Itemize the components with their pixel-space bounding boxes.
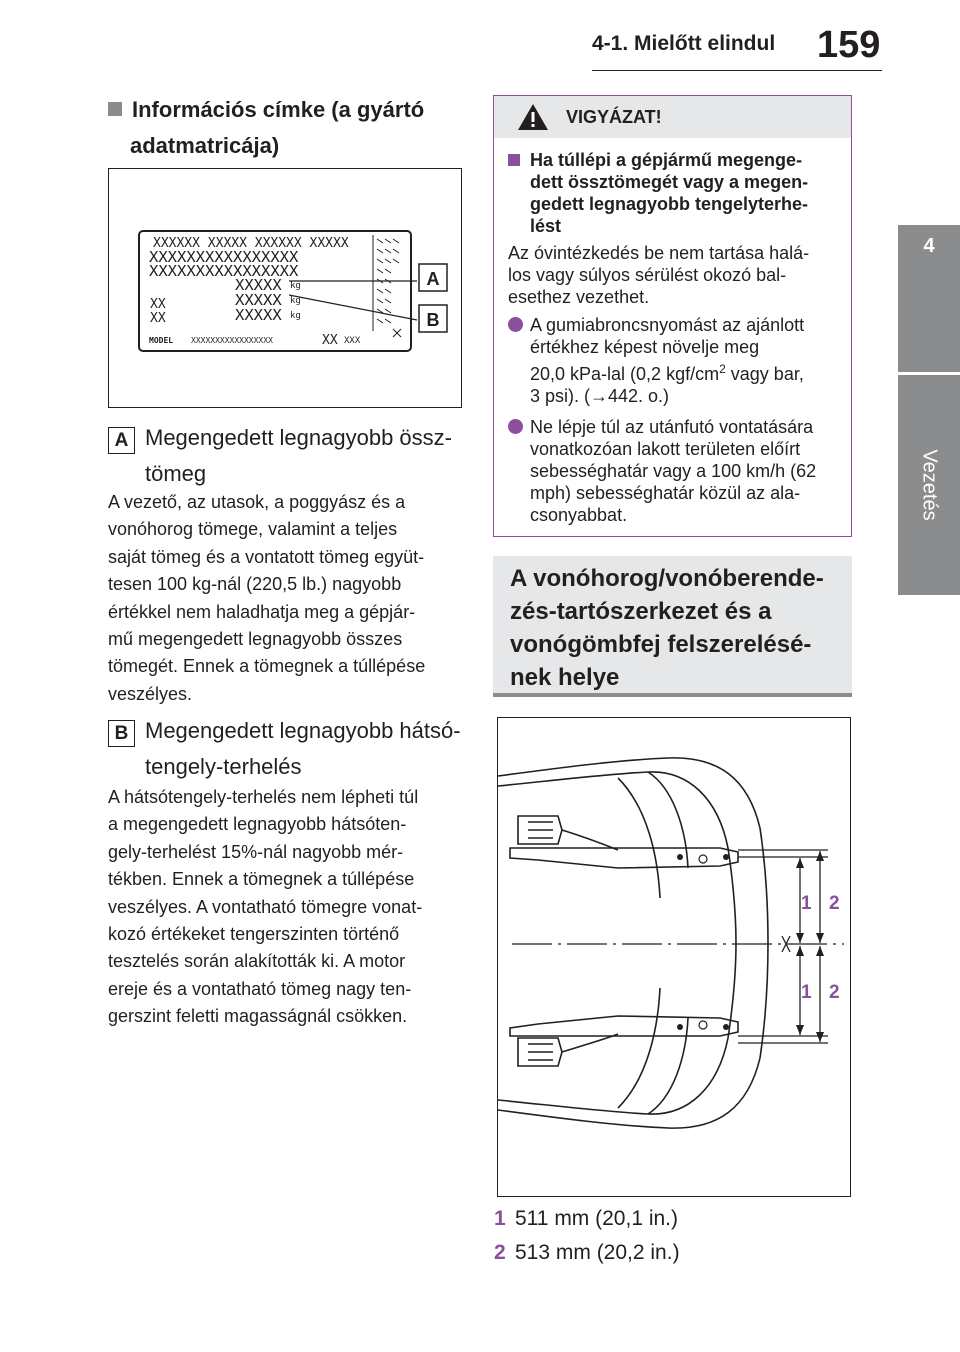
square-bullet-icon [108, 102, 122, 116]
section-heading-line: nek helye [510, 664, 620, 691]
section-heading-underline [493, 693, 852, 697]
dimension-marker-2-upper: 2 [829, 893, 840, 914]
warning-bullet-line: A gumiabroncsnyomást az ajánlott [530, 315, 805, 335]
label-kg-1: kg [290, 281, 301, 291]
item-b-text-line: gely-terhelést 15%-nál nagyobb mér- [108, 841, 404, 862]
label-kg-row-3: XXXXX [235, 306, 282, 324]
warning-title: VIGYÁZAT! [566, 107, 662, 127]
heading-line-1: Információs címke (a gyártó [132, 97, 425, 122]
dimension-marker-2-lower: 2 [829, 982, 840, 1003]
item-b-text-line: tékben. Ennek a tömegnek a túllépése [108, 869, 415, 890]
warning-paragraph [508, 242, 843, 308]
warning-box [493, 95, 852, 537]
item-b-text-line: kozó értékeket tengerszinten történő [108, 924, 400, 945]
label-kg-3: kg [290, 311, 301, 321]
label-left-xx-1: XX [150, 297, 166, 312]
legend-text: 513 mm (20,2 in.) [515, 1241, 680, 1264]
dimension-marker-1-upper: 1 [801, 893, 812, 914]
chapter-title: Vezetés [918, 449, 941, 521]
warning-paragraph-line: Az óvintézkedés be nem tartása halá- [508, 243, 810, 263]
item-a-text-line: tesen 100 kg-nál (220,5 lb.) nagyobb [108, 574, 402, 595]
section-heading-line: A vonóhorog/vonóberende- [510, 565, 824, 592]
warning-bullet-line: csonyabbat. [530, 505, 628, 525]
item-a-text-line: tömegét. Ennek a tömegnek a túllépése [108, 656, 426, 677]
section-heading [510, 562, 845, 694]
warning-subheading-line: Ha túllépi a gépjármű megenge- [530, 150, 803, 170]
item-a-title-line-1: Megengedett legnagyobb össz- [145, 425, 452, 450]
chapter-number: 4 [923, 235, 935, 257]
info-label-figure [108, 168, 462, 408]
callout-b: B [426, 310, 440, 330]
item-b-text [108, 784, 465, 1031]
item-a-text-line: mű megengedett legnagyobb összes [108, 629, 403, 650]
heading-line-2: adatmatricája) [130, 133, 280, 158]
warning-bullet-line: Ne lépje túl az utánfutó vontatására [530, 417, 814, 437]
warning-paragraph-line: los vagy súlyos sérülést okozó bal- [508, 265, 787, 285]
chapter-tab-number [898, 225, 960, 372]
label-row-1: XXXXXX XXXXX XXXXXX XXXXX [153, 236, 349, 251]
section-header-title: 4-1. Mielőtt elindul [592, 32, 776, 55]
item-a-title-line-2: tömeg [145, 461, 207, 486]
legend-text: 511 mm (20,1 in.) [515, 1207, 679, 1230]
item-b-text-line: a megengedett legnagyobb hátsóten- [108, 814, 407, 835]
item-b-title-line-1: Megengedett legnagyobb hátsó- [145, 718, 461, 743]
warning-bullet-line-pressure: 20,0 kPa-lal (0,2 kgf/$cm^2$ vagy bar, [530, 362, 804, 384]
label-model-xxx: XXX [344, 336, 361, 346]
item-b-text-line: veszélyes. A vontatható tömegre vonat- [108, 896, 423, 917]
label-kg-2: kg [290, 296, 301, 306]
item-a-text [108, 489, 465, 708]
item-b-title-line-2: tengely-terhelés [145, 754, 302, 779]
warning-bullet-line: értékhez képest növelje meg [530, 337, 760, 357]
superscript-2: 2 [719, 362, 726, 376]
legend-number: 2 [494, 1241, 506, 1264]
header-rule [592, 70, 882, 71]
item-a-text-line: A vezető, az utasok, a poggyász és a [108, 492, 406, 512]
warning-header [494, 96, 851, 138]
subsection-heading [108, 92, 453, 164]
item-b-text-line: gerszint feletti magasságnál csökken. [108, 1006, 408, 1027]
tow-hitch-figure [497, 717, 851, 1197]
warning-bullet-line: sebességhatár vagy a 100 km/h (62 [530, 461, 817, 481]
legend-number: 1 [494, 1207, 506, 1230]
warning-bullet-line-ref[interactable]: 3 psi). (→442. o.) [530, 386, 670, 406]
purple-dot-bullet-icon [508, 419, 523, 434]
item-b-text-line: tesztelés során alakították ki. A motor [108, 951, 406, 972]
dimension-marker-1-lower: 1 [801, 982, 812, 1003]
callout-a: A [426, 269, 440, 289]
purple-dot-bullet-icon [508, 317, 523, 332]
warning-bullet-line: mph) sebességhatár közül az ala- [530, 483, 801, 503]
item-b-text-line: ereje és a vontatható tömeg nagy ten- [108, 978, 412, 999]
item-a-letter: A [108, 427, 135, 454]
warning-subheading-line: lést [530, 216, 562, 236]
label-row-2: XXXXXXXXXXXXXXXX [149, 248, 299, 266]
car-rear-underside-illustration [498, 718, 850, 1196]
label-kg-row-2: XXXXX [235, 291, 282, 309]
warning-subheading-line: dett össztömegét vagy a megen- [530, 172, 809, 192]
item-a-text-line: veszélyes. [108, 683, 193, 704]
info-label-illustration [109, 169, 461, 407]
warning-bullet-line: vonatkozóan lakott területen előírt [530, 439, 801, 459]
warning-paragraph-line: esethez vezethet. [508, 287, 650, 307]
label-kg-row-1: XXXXX [235, 276, 282, 294]
label-model-code: XXXXXXXXXXXXXXXXX [191, 336, 273, 345]
label-row-3: XXXXXXXXXXXXXXXX [149, 262, 299, 280]
warning-subheading-line: gedett legnagyobb tengelyterhe- [530, 194, 809, 214]
item-b-text-line: A hátsótengely-terhelés nem lépheti túl [108, 787, 419, 807]
section-heading-box [493, 556, 852, 697]
warning-triangle-icon [516, 102, 550, 132]
section-heading-line: vonógömbfej felszerelésé- [510, 631, 812, 658]
label-model-xx: XX [322, 333, 338, 348]
item-a-text-line: értékkel nem haladhatja meg a gépjár- [108, 601, 416, 622]
label-left-xx-2: XX [150, 311, 166, 326]
purple-square-bullet-icon [508, 154, 520, 166]
item-a-text-line: saját tömeg és a vontatott tömeg együt- [108, 546, 425, 567]
section-heading-line: zés-tartószerkezet és a [510, 598, 772, 625]
label-model: MODEL [149, 336, 174, 345]
item-a-text-line: vonóhorog tömege, valamint a teljes [108, 519, 398, 540]
page-number: 159 [817, 24, 881, 66]
item-b-letter: B [108, 720, 135, 747]
chapter-tab-label [898, 375, 960, 595]
